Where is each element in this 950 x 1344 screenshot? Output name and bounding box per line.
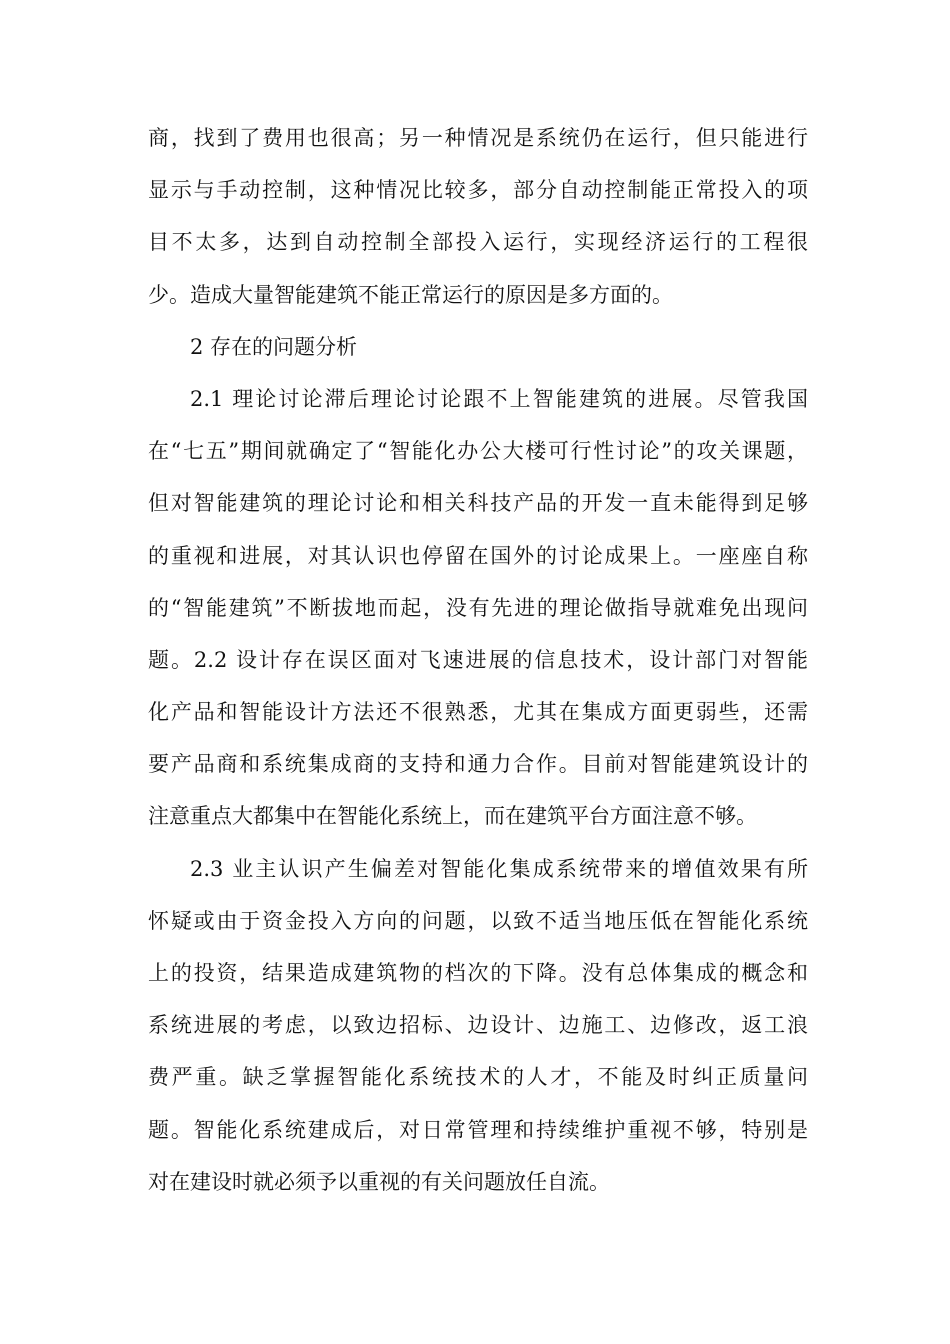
text-line: 但对智能建筑的理论讨论和相关科技产品的开发一直未能得到足够 bbox=[148, 491, 808, 516]
text-line: 费严重。缺乏掌握智能化系统技术的人才，不能及时纠正质量问 bbox=[148, 1065, 808, 1090]
section-heading: 2 存在的问题分析 bbox=[190, 334, 358, 359]
text-line: 2.1 理论讨论滞后理论讨论跟不上智能建筑的进展。尽管我国 bbox=[190, 386, 808, 411]
text-line: 2.3 业主认识产生偏差对智能化集成系统带来的增值效果有所 bbox=[190, 856, 808, 881]
text-line: 显示与手动控制，这种情况比较多，部分自动控制能正常投入的项 bbox=[148, 178, 808, 203]
text-line: 的“智能建筑”不断拔地而起，没有先进的理论做指导就难免出现问 bbox=[148, 595, 808, 620]
text-line: 在“七五”期间就确定了“智能化办公大楼可行性讨论”的攻关课题， bbox=[148, 439, 808, 464]
body-text bbox=[148, 112, 808, 1208]
text-line: 少。造成大量智能建筑不能正常运行的原因是多方面的。 bbox=[148, 282, 673, 307]
text-line: 注意重点大都集中在智能化系统上，而在建筑平台方面注意不够。 bbox=[148, 804, 757, 829]
text-line: 目不太多，达到自动控制全部投入运行，实现经济运行的工程很 bbox=[148, 230, 808, 255]
text-line: 要产品商和系统集成商的支持和通力合作。目前对智能建筑设计的 bbox=[148, 752, 808, 777]
text-line: 系统进展的考虑，以致边招标、边设计、边施工、边修改，返工浪 bbox=[148, 1013, 808, 1038]
text-line: 题。2.2 设计存在误区面对飞速进展的信息技术，设计部门对智能 bbox=[148, 647, 808, 672]
text-line: 化产品和智能设计方法还不很熟悉，尤其在集成方面更弱些，还需 bbox=[148, 700, 808, 725]
text-line: 上的投资，结果造成建筑物的档次的下降。没有总体集成的概念和 bbox=[148, 961, 808, 985]
text-line: 商，找到了费用也很高；另一种情况是系统仍在运行，但只能进行 bbox=[148, 126, 808, 150]
text-line: 怀疑或由于资金投入方向的问题，以致不适当地压低在智能化系统 bbox=[148, 908, 808, 933]
text-line: 对在建设时就必须予以重视的有关问题放任自流。 bbox=[148, 1169, 610, 1194]
text-line: 的重视和进展，对其认识也停留在国外的讨论成果上。一座座自称 bbox=[148, 543, 808, 568]
text-line: 题。智能化系统建成后，对日常管理和持续维护重视不够，特别是 bbox=[148, 1117, 808, 1142]
